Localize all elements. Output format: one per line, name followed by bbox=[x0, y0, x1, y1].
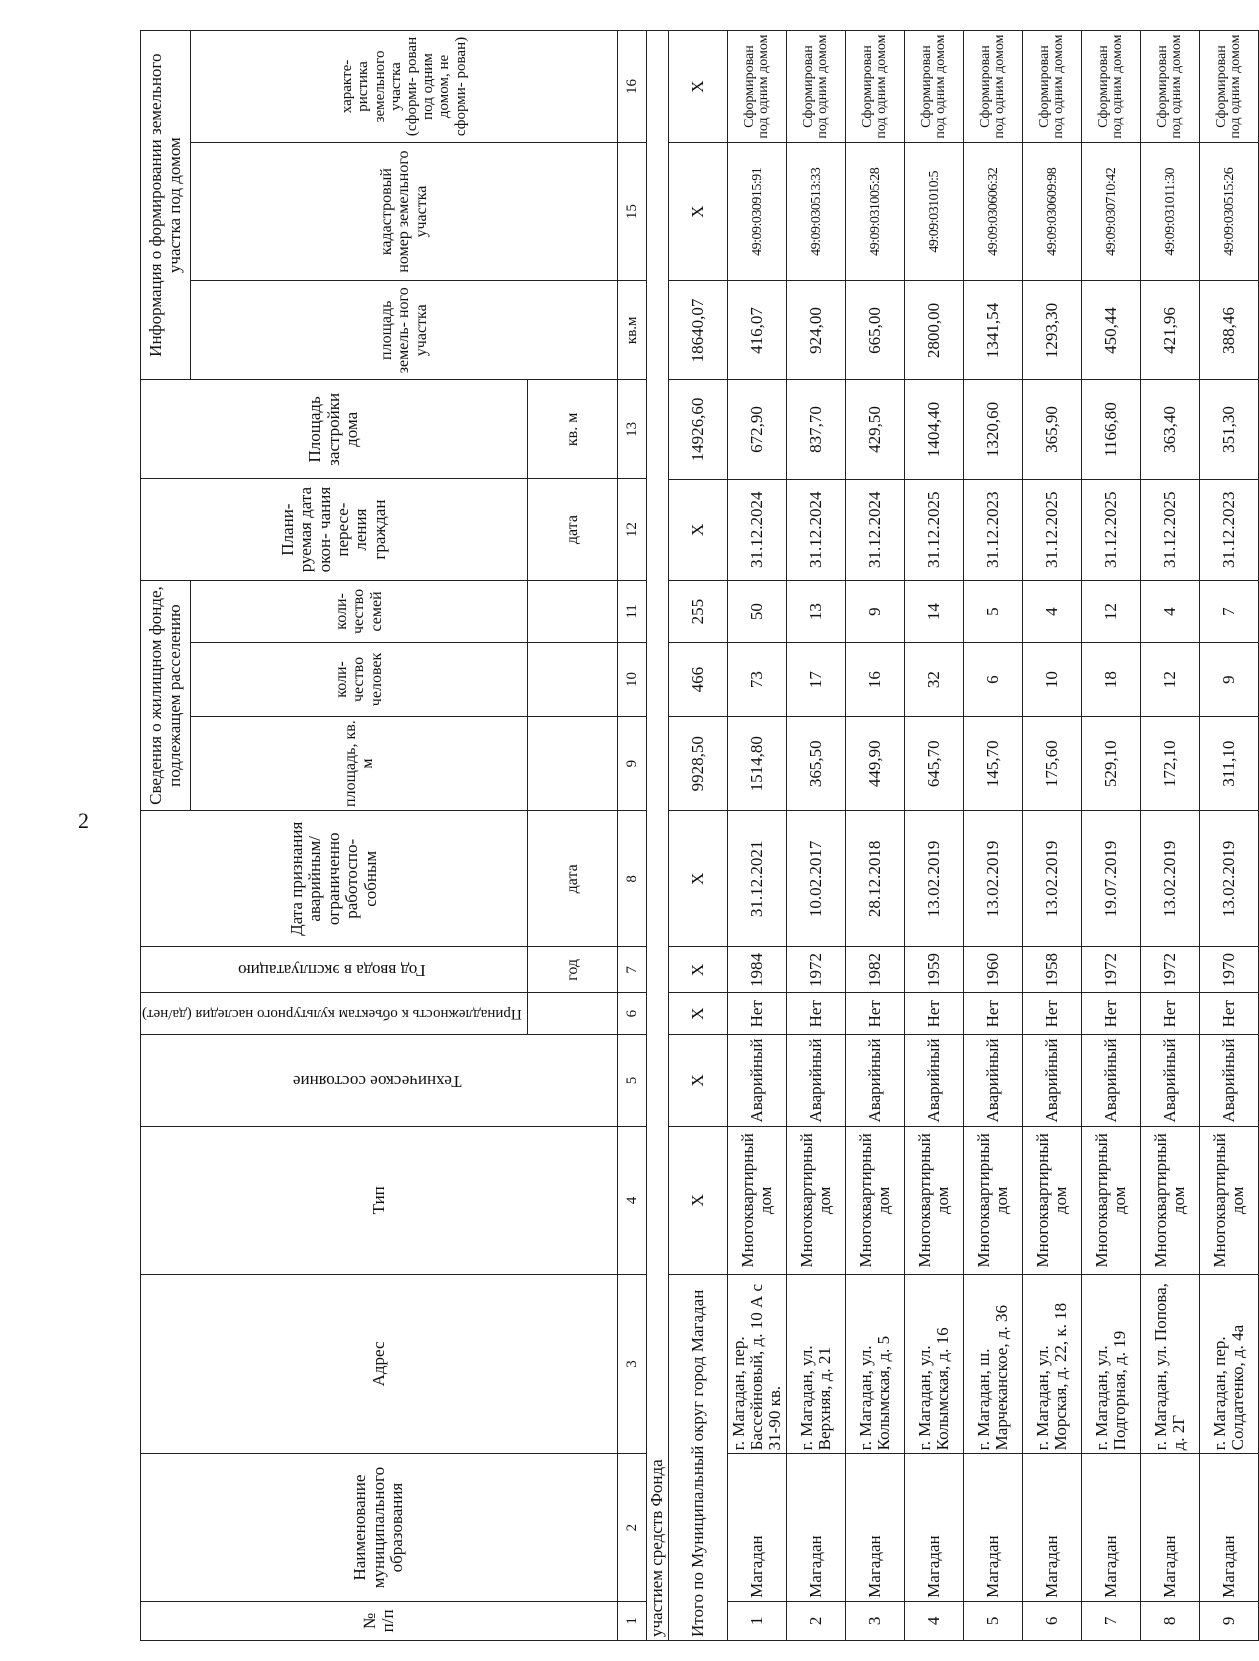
row-cadastral: 49:09:031005:28 bbox=[846, 143, 905, 281]
row-people: 18 bbox=[1082, 643, 1141, 717]
row-address: г. Магадан, ул. Колымская, д. 16 bbox=[905, 1274, 964, 1454]
row-land-char: Сформирован под одним домом bbox=[1082, 31, 1141, 143]
row-planned-date: 31.12.2023 bbox=[1200, 479, 1259, 580]
colnum-11: 11 bbox=[618, 580, 647, 642]
colnum-2: 2 bbox=[618, 1454, 647, 1602]
section-row bbox=[647, 31, 669, 1641]
row-people: 17 bbox=[787, 643, 846, 717]
row-planned-date: 31.12.2025 bbox=[1023, 479, 1082, 580]
row-building-area: 429,50 bbox=[846, 380, 905, 479]
row-heritage: Нет bbox=[1200, 993, 1259, 1034]
unit-families-empty bbox=[528, 580, 618, 642]
row-type: Многоквартирный дом bbox=[1023, 1127, 1082, 1274]
table-row bbox=[1023, 31, 1082, 1641]
header-building-area: Площадь застройки дома bbox=[141, 380, 528, 479]
header-type: Тип bbox=[141, 1127, 618, 1275]
row-year: 1959 bbox=[905, 947, 964, 993]
row-type: Многоквартирный дом bbox=[846, 1127, 905, 1274]
row-cadastral: 49:09:031010:5 bbox=[905, 143, 964, 281]
row-heritage: Нет bbox=[1082, 993, 1141, 1034]
row-planned-date: 31.12.2025 bbox=[905, 479, 964, 580]
row-heritage: Нет bbox=[1141, 993, 1200, 1034]
colnum-15: 15 bbox=[618, 142, 647, 280]
row-num: 3 bbox=[846, 1601, 905, 1640]
housing-relocation-table bbox=[140, 30, 647, 1641]
row-families: 14 bbox=[905, 580, 964, 642]
rotated-page-area bbox=[140, 30, 1248, 1641]
colnum-7: 7 bbox=[618, 947, 647, 993]
row-land-char: Сформирован под одним домом bbox=[787, 31, 846, 143]
total-label: Итого по Муниципальный округ город Магадан bbox=[669, 1274, 728, 1640]
row-address: г. Магадан, ул. Подгорная, д. 19 bbox=[1082, 1274, 1141, 1454]
row-area: 529,10 bbox=[1082, 716, 1141, 810]
total-c11: 255 bbox=[669, 580, 728, 642]
row-municipality: Магадан bbox=[1082, 1454, 1141, 1601]
row-year: 1984 bbox=[728, 947, 787, 993]
header-families: коли- чество семей bbox=[191, 580, 528, 642]
row-building-area: 1166,80 bbox=[1082, 380, 1141, 479]
row-year: 1958 bbox=[1023, 947, 1082, 993]
row-municipality: Магадан bbox=[1200, 1454, 1259, 1601]
row-cadastral: 49:09:030513:33 bbox=[787, 143, 846, 281]
row-heritage: Нет bbox=[728, 993, 787, 1034]
row-recognition-date: 28.12.2018 bbox=[846, 811, 905, 947]
row-people: 32 bbox=[905, 643, 964, 717]
row-state: Аварийный bbox=[964, 1034, 1023, 1126]
row-land-area: 2800,00 bbox=[905, 281, 964, 380]
table-row bbox=[964, 31, 1023, 1641]
row-planned-date: 31.12.2025 bbox=[1141, 479, 1200, 580]
row-year: 1972 bbox=[787, 947, 846, 993]
row-building-area: 1404,40 bbox=[905, 380, 964, 479]
row-num: 4 bbox=[905, 1601, 964, 1640]
header-heritage-cell bbox=[141, 993, 528, 1034]
row-municipality: Магадан bbox=[787, 1454, 846, 1601]
header-tech-state-cell bbox=[141, 1034, 618, 1126]
row-municipality: Магадан bbox=[905, 1454, 964, 1601]
row-planned-date: 31.12.2025 bbox=[1082, 479, 1141, 580]
row-land-char: Сформирован под одним домом bbox=[1023, 31, 1082, 143]
colnum-3: 3 bbox=[618, 1274, 647, 1454]
unit-planned-date: дата bbox=[528, 479, 618, 580]
table-row bbox=[905, 31, 964, 1641]
row-heritage: Нет bbox=[1023, 993, 1082, 1034]
row-land-char: Сформирован под одним домом bbox=[846, 31, 905, 143]
colnum-8: 8 bbox=[618, 811, 647, 947]
housing-relocation-table-body bbox=[646, 30, 1259, 1641]
row-families: 12 bbox=[1082, 580, 1141, 642]
row-recognition-date: 13.02.2019 bbox=[964, 811, 1023, 947]
row-state: Аварийный bbox=[728, 1034, 787, 1126]
total-c8: Х bbox=[669, 811, 728, 947]
table-row bbox=[1082, 31, 1141, 1641]
header-cadastral: кадастровый номер земельного участка bbox=[191, 142, 618, 280]
row-state: Аварийный bbox=[1082, 1034, 1141, 1126]
row-recognition-date: 13.02.2019 bbox=[1141, 811, 1200, 947]
section-label: участием средств Фонда bbox=[647, 31, 669, 1641]
row-land-area: 1293,30 bbox=[1023, 281, 1082, 380]
header-heritage: Принадлежность к объектам культурного наследия (да/нет) bbox=[142, 1005, 522, 1022]
row-families: 9 bbox=[846, 580, 905, 642]
row-families: 4 bbox=[1141, 580, 1200, 642]
row-address: г. Магадан, пер. Бассейновый, д. 10 А с 31-90 кв. bbox=[728, 1274, 787, 1454]
header-recognition-date: Дата признания аварийным/ ограниченно работоспо- собным bbox=[141, 811, 528, 947]
colnum-16: 16 bbox=[618, 31, 647, 143]
colnum-4: 4 bbox=[618, 1127, 647, 1275]
row-state: Аварийный bbox=[787, 1034, 846, 1126]
row-planned-date: 31.12.2024 bbox=[846, 479, 905, 580]
colnum-12: 12 bbox=[618, 479, 647, 580]
colnum-10: 10 bbox=[618, 643, 647, 717]
row-people: 9 bbox=[1200, 643, 1259, 717]
row-address: г. Магадан, ш. Марчеканское, д. 36 bbox=[964, 1274, 1023, 1454]
row-planned-date: 31.12.2024 bbox=[787, 479, 846, 580]
row-area: 172,10 bbox=[1141, 716, 1200, 810]
row-type: Многоквартирный дом bbox=[1082, 1127, 1141, 1274]
row-year: 1972 bbox=[1082, 947, 1141, 993]
row-num: 5 bbox=[964, 1601, 1023, 1640]
colnum-1: 1 bbox=[618, 1601, 647, 1640]
row-cadastral: 49:09:030515:26 bbox=[1200, 143, 1259, 281]
row-families: 4 bbox=[1023, 580, 1082, 642]
row-heritage: Нет bbox=[964, 993, 1023, 1034]
table-row bbox=[846, 31, 905, 1641]
row-cadastral: 49:09:030609:98 bbox=[1023, 143, 1082, 281]
row-cadastral: 49:09:031011:30 bbox=[1141, 143, 1200, 281]
row-num: 1 bbox=[728, 1601, 787, 1640]
total-c13: 14926,60 bbox=[669, 380, 728, 479]
row-families: 5 bbox=[964, 580, 1023, 642]
row-num: 9 bbox=[1200, 1601, 1259, 1640]
row-municipality: Магадан bbox=[1023, 1454, 1082, 1601]
row-type: Многоквартирный дом bbox=[1200, 1127, 1259, 1274]
column-numbers-row bbox=[618, 31, 647, 1641]
row-building-area: 363,40 bbox=[1141, 380, 1200, 479]
row-building-area: 1320,60 bbox=[964, 380, 1023, 479]
row-people: 6 bbox=[964, 643, 1023, 717]
row-year: 1960 bbox=[964, 947, 1023, 993]
row-type: Многоквартирный дом bbox=[905, 1127, 964, 1274]
row-address: г. Магадан, ул. Верхняя, д. 21 bbox=[787, 1274, 846, 1454]
row-land-char: Сформирован под одним домом bbox=[728, 31, 787, 143]
header-year: Год ввода в эксплуатацию bbox=[238, 961, 426, 981]
row-recognition-date: 13.02.2019 bbox=[905, 811, 964, 947]
row-type: Многоквартирный дом bbox=[1141, 1127, 1200, 1274]
row-year: 1970 bbox=[1200, 947, 1259, 993]
colnum-13: 13 bbox=[618, 380, 647, 479]
header-land-area: площадь земель- ного участка bbox=[191, 281, 618, 380]
row-people: 10 bbox=[1023, 643, 1082, 717]
table-row bbox=[728, 31, 787, 1641]
row-area: 449,90 bbox=[846, 716, 905, 810]
header-people: коли- чество человек bbox=[191, 643, 528, 717]
rotated-table-container bbox=[140, 30, 1248, 1641]
colnum-5: 5 bbox=[618, 1034, 647, 1126]
row-cadastral: 49:09:030915:91 bbox=[728, 143, 787, 281]
row-state: Аварийный bbox=[1141, 1034, 1200, 1126]
total-c16: Х bbox=[669, 31, 728, 143]
page-number: 2 bbox=[78, 808, 89, 833]
row-heritage: Нет bbox=[905, 993, 964, 1034]
total-c4: Х bbox=[669, 1127, 728, 1274]
header-area: площадь, кв. м bbox=[191, 716, 528, 810]
row-area: 145,70 bbox=[964, 716, 1023, 810]
row-cadastral: 49:09:030606:32 bbox=[964, 143, 1023, 281]
row-people: 12 bbox=[1141, 643, 1200, 717]
row-type: Многоквартирный дом bbox=[728, 1127, 787, 1274]
row-type: Многоквартирный дом bbox=[787, 1127, 846, 1274]
row-land-area: 421,96 bbox=[1141, 281, 1200, 380]
table-row bbox=[787, 31, 846, 1641]
row-num: 7 bbox=[1082, 1601, 1141, 1640]
header-housing-group: Сведения о жилищном фонде, подлежащем расселению bbox=[141, 580, 191, 811]
row-municipality: Магадан bbox=[846, 1454, 905, 1601]
row-state: Аварийный bbox=[905, 1034, 964, 1126]
unit-heritage bbox=[528, 993, 618, 1034]
row-land-area: 924,00 bbox=[787, 281, 846, 380]
total-c10: 466 bbox=[669, 643, 728, 717]
colnum-9: 9 bbox=[618, 716, 647, 810]
row-land-char: Сформирован под одним домом bbox=[964, 31, 1023, 143]
row-recognition-date: 10.02.2017 bbox=[787, 811, 846, 947]
row-area: 175,60 bbox=[1023, 716, 1082, 810]
unit-area-empty bbox=[528, 716, 618, 810]
row-area: 645,70 bbox=[905, 716, 964, 810]
row-municipality: Магадан bbox=[728, 1454, 787, 1601]
row-recognition-date: 13.02.2019 bbox=[1023, 811, 1082, 947]
unit-building-area: кв. м bbox=[528, 380, 618, 479]
row-num: 6 bbox=[1023, 1601, 1082, 1640]
row-families: 50 bbox=[728, 580, 787, 642]
row-address: г. Магадан, ул. Колымская, д. 5 bbox=[846, 1274, 905, 1454]
header-land-char: характе- ристика земельного участка (сформи- рован под одним домом, не сформи- рован) bbox=[191, 31, 618, 143]
row-land-area: 1341,54 bbox=[964, 281, 1023, 380]
row-year: 1972 bbox=[1141, 947, 1200, 993]
row-building-area: 351,30 bbox=[1200, 380, 1259, 479]
row-municipality: Магадан bbox=[1141, 1454, 1200, 1601]
header-year-cell bbox=[141, 947, 528, 993]
total-c7: Х bbox=[669, 947, 728, 993]
row-cadastral: 49:09:030710:42 bbox=[1082, 143, 1141, 281]
total-c12: Х bbox=[669, 479, 728, 580]
unit-recognition-date: дата bbox=[528, 811, 618, 947]
row-land-area: 416,07 bbox=[728, 281, 787, 380]
row-people: 16 bbox=[846, 643, 905, 717]
row-families: 13 bbox=[787, 580, 846, 642]
header-planned-date: Плани- руемая дата окон- чания пересе- ления граждан bbox=[141, 479, 528, 580]
row-planned-date: 31.12.2023 bbox=[964, 479, 1023, 580]
row-state: Аварийный bbox=[1023, 1034, 1082, 1126]
row-recognition-date: 19.07.2019 bbox=[1082, 811, 1141, 947]
table-row bbox=[1141, 31, 1200, 1641]
table-row bbox=[1200, 31, 1259, 1641]
row-heritage: Нет bbox=[846, 993, 905, 1034]
total-c9: 9928,50 bbox=[669, 716, 728, 810]
row-land-char: Сформирован под одним домом bbox=[1141, 31, 1200, 143]
row-municipality: Магадан bbox=[964, 1454, 1023, 1601]
row-area: 365,50 bbox=[787, 716, 846, 810]
header-tech-state: Техническое состояние bbox=[292, 1071, 462, 1091]
row-families: 7 bbox=[1200, 580, 1259, 642]
total-row bbox=[669, 31, 728, 1641]
row-address: г. Магадан, пер. Солдатенко, д. 4а bbox=[1200, 1274, 1259, 1454]
header-num: № п/п bbox=[141, 1601, 618, 1640]
row-people: 73 bbox=[728, 643, 787, 717]
row-heritage: Нет bbox=[787, 993, 846, 1034]
row-state: Аварийный bbox=[846, 1034, 905, 1126]
total-c6: Х bbox=[669, 993, 728, 1034]
header-municipality: Наименование муниципального образования bbox=[141, 1454, 618, 1602]
row-building-area: 672,90 bbox=[728, 380, 787, 479]
row-planned-date: 31.12.2024 bbox=[728, 479, 787, 580]
row-land-area: 388,46 bbox=[1200, 281, 1259, 380]
row-num: 2 bbox=[787, 1601, 846, 1640]
unit-year: год bbox=[528, 947, 618, 993]
header-address: Адрес bbox=[141, 1274, 618, 1454]
row-type: Многоквартирный дом bbox=[964, 1127, 1023, 1274]
total-c15: Х bbox=[669, 143, 728, 281]
row-area: 311,10 bbox=[1200, 716, 1259, 810]
row-building-area: 837,70 bbox=[787, 380, 846, 479]
row-recognition-date: 13.02.2019 bbox=[1200, 811, 1259, 947]
row-land-char: Сформирован под одним домом bbox=[905, 31, 964, 143]
row-land-area: 665,00 bbox=[846, 281, 905, 380]
row-area: 1514,80 bbox=[728, 716, 787, 810]
unit-people-empty bbox=[528, 643, 618, 717]
row-land-char: Сформирован под одним домом bbox=[1200, 31, 1259, 143]
row-state: Аварийный bbox=[1200, 1034, 1259, 1126]
colnum-14: кв.м bbox=[618, 281, 647, 380]
header-land-group: Информация о формировании земельного участка под домом bbox=[141, 31, 191, 380]
row-recognition-date: 31.12.2021 bbox=[728, 811, 787, 947]
row-num: 8 bbox=[1141, 1601, 1200, 1640]
header-row-1 bbox=[141, 31, 191, 1641]
row-address: г. Магадан, ул. Морская, д. 22, к. 18 bbox=[1023, 1274, 1082, 1454]
colnum-6: 6 bbox=[618, 993, 647, 1034]
row-address: г. Магадан, ул. Попова, д. 2Г bbox=[1141, 1274, 1200, 1454]
row-year: 1982 bbox=[846, 947, 905, 993]
total-c5: Х bbox=[669, 1034, 728, 1126]
row-land-area: 450,44 bbox=[1082, 281, 1141, 380]
row-building-area: 365,90 bbox=[1023, 380, 1082, 479]
total-c14: 18640,07 bbox=[669, 281, 728, 380]
